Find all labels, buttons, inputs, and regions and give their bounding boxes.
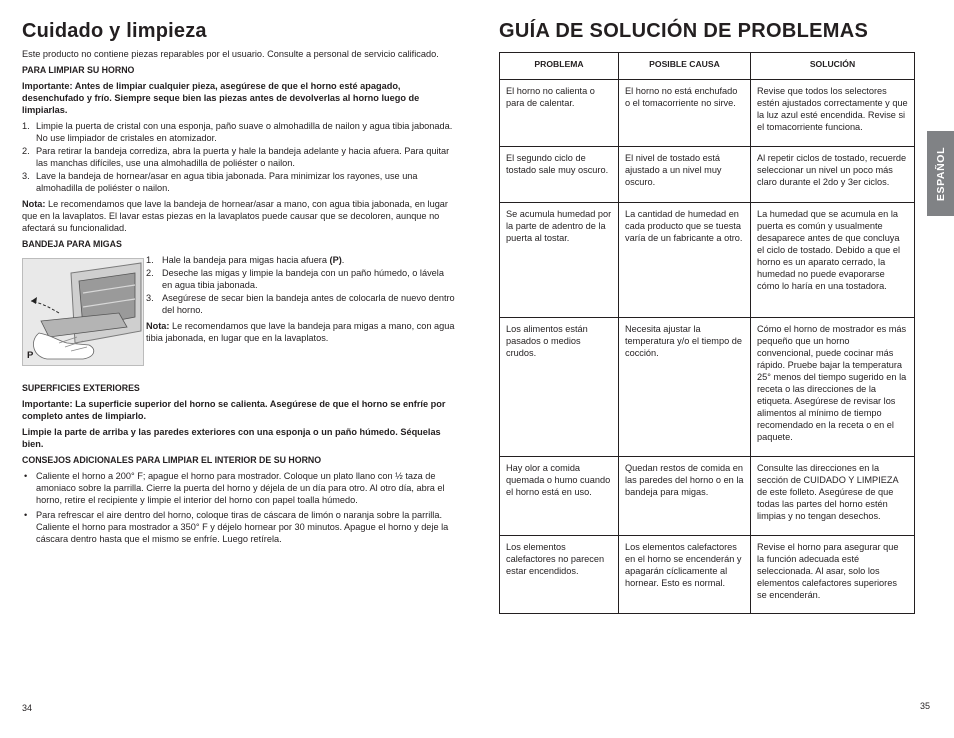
- solution-cell: Revise el horno para asegurar que la función adecuada esté seleccionada. Al asar, solo los elementos calefactores superiores se encenderán.: [751, 536, 915, 614]
- note-2: Nota: Le recomendamos que lave la bandeja para migas a mano, con agua tibia jabonada, en lugar que en la lavaplatos.: [146, 321, 455, 343]
- crumb-tray-illustration: [22, 258, 144, 366]
- clean-outside-text: Limpie la parte de arriba y las paredes exteriores con una esponja o un paño húmedo. Séquelas bien.: [22, 427, 441, 449]
- troubleshooting-column: [499, 18, 915, 614]
- table-row: [500, 147, 915, 203]
- important-note-2: Importante: La superficie superior del horno se calienta. Asegúrese de que el horno se enfríe por completo antes de limpiarlo.: [22, 399, 446, 421]
- cause-cell: Los elementos calefactores en el horno se encenderán y apagarán cíclicamente al hornear. Esto es normal.: [619, 536, 751, 614]
- care-cleaning-column: [22, 18, 456, 548]
- table-row: [500, 536, 915, 614]
- problem-cell: El segundo ciclo de tostado sale muy oscuro.: [500, 147, 619, 203]
- cause-cell: El horno no está enchufado o el tomacorriente no sirve.: [619, 80, 751, 147]
- solution-cell: Revise que todos los selectores estén ajustados correctamente y que la luz azul esté encendida. Revise si el tomacorriente funciona.: [751, 80, 915, 147]
- list-item: • Para refrescar el aire dentro del horno, coloque tiras de cáscara de limón o naranja sobre la parrilla. Caliente el horno para mostrador a 350° F y déjelo hornear por 30 minutos. Apague el horno y deje la cáscara dentro hasta que el mismo se enfríe. Luego retírela.: [22, 509, 456, 545]
- problem-cell: El horno no calienta o para de calentar.: [500, 80, 619, 147]
- page-number-right: 35: [920, 701, 931, 711]
- column-header-solution: SOLUCIÓN: [751, 53, 915, 80]
- table-header-row: [500, 53, 915, 80]
- clean-oven-heading: PARA LIMPIAR SU HORNO: [22, 65, 135, 75]
- table-row: [500, 203, 915, 318]
- crumb-tray-instructions: [146, 254, 456, 348]
- page-title-troubleshooting: GUÍA DE SOLUCIÓN DE PROBLEMAS: [499, 20, 869, 42]
- list-item: 3. Lave la bandeja de hornear/asar en agua tibia jabonada. Para minimizar los rayones, use una almohadilla de poliéster o nailon.: [22, 171, 418, 193]
- table-row: [500, 80, 915, 147]
- list-item: 1. Limpie la puerta de cristal con una esponja, paño suave o almohadilla de nailon y agua tibia jabonada. No use limpiador de cristales en atomizador.: [22, 121, 453, 143]
- crumb-tray-label: P: [27, 350, 34, 361]
- list-item: 1. Hale la bandeja para migas hacia afuera (P).: [146, 255, 345, 265]
- oven-crumb-tray-drawing: [23, 259, 143, 365]
- cause-cell: La cantidad de humedad en cada producto que se tuesta varía de un fabricante a otro.: [619, 203, 751, 318]
- cause-cell: Quedan restos de comida en las paredes del horno o en la bandeja para migas.: [619, 457, 751, 536]
- table-row: [500, 318, 915, 457]
- important-note-1: Importante: Antes de limpiar cualquier pieza, asegúrese de que el horno esté apagado, desenchufado y frío. Siempre seque bien las piezas antes de devolverlas al horno luego de limpiarlas.: [22, 81, 420, 115]
- solution-cell: Consulte las direcciones en la sección de CUIDADO Y LIMPIEZA de este folleto. Asegúrese de que todas las partes del horno estén limpias y no tengan desechos.: [751, 457, 915, 536]
- list-item: 3. Asegúrese de secar bien la bandeja antes de colocarla de nuevo dentro del horno.: [146, 293, 455, 315]
- crumb-tray-heading: BANDEJA PARA MIGAS: [22, 239, 122, 249]
- list-item: 2. Deseche las migas y limpie la bandeja con un paño húmedo, o lávela en agua tibia jabonada.: [146, 268, 444, 290]
- list-item: • Caliente el horno a 200° F; apague el horno para mostrador. Coloque un plato llano con ½ taza de amoniaco sobre la parrilla. Cierre la puerta del horno y déjela de un día para otro. Al otro día, abra el horno, retire el recipiente y limpie el interior del horno con papel toalla húmedo.: [22, 470, 456, 506]
- page-number-left: 34: [22, 703, 33, 713]
- problem-cell: Hay olor a comida quemada o humo cuando el horno está en uso.: [500, 457, 619, 536]
- intro-text: Este producto no contiene piezas reparables por el usuario. Consulte a personal de servicio calificado.: [22, 49, 439, 59]
- column-header-cause: POSIBLE CAUSA: [619, 53, 751, 80]
- exterior-heading: SUPERFICIES EXTERIORES: [22, 383, 140, 393]
- page-title-care: Cuidado y limpieza: [22, 20, 207, 42]
- problem-cell: Los elementos calefactores no parecen estar encendidos.: [500, 536, 619, 614]
- problem-cell: Se acumula humedad por la parte de adentro de la puerta al tostar.: [500, 203, 619, 318]
- table-row: [500, 457, 915, 536]
- column-header-problem: PROBLEMA: [500, 53, 619, 80]
- solution-cell: Cómo el horno de mostrador es más pequeño que un horno convencional, puede cocinar más rápido. Pruebe bajar la temperatura 25° menos del tiempo sugerido en la receta o las direcciones de la etiqueta. Asegúrese de revisar los alimentos al mínimo de tiempo recomendado en la receta o en el paquete.: [751, 318, 915, 457]
- language-tab: [927, 131, 954, 216]
- note-1: Nota: Le recomendamos que lave la bandeja de hornear/asar a mano, con agua tibia jabonada, en lugar que en la lavaplatos. El lavar estas piezas en la lavaplatos puede causar que se decoloren, aunque no afectará su funcionalidad.: [22, 199, 448, 233]
- tips-heading: CONSEJOS ADICIONALES PARA LIMPIAR EL INTERIOR DE SU HORNO: [22, 455, 322, 465]
- tips-list: [22, 470, 456, 545]
- crumb-tray-section: [22, 254, 456, 372]
- crumb-tray-steps: [146, 254, 456, 316]
- cause-cell: El nivel de tostado está ajustado a un nivel muy oscuro.: [619, 147, 751, 203]
- language-tab-label: ESPAÑOL: [934, 146, 947, 201]
- cause-cell: Necesita ajustar la temperatura y/o el tiempo de cocción.: [619, 318, 751, 457]
- problem-cell: Los alimentos están pasados o medios crudos.: [500, 318, 619, 457]
- solution-cell: La humedad que se acumula en la puerta es común y usualmente desaparece antes de que concluya el ciclo de tostado. Debido a que el horno es un aparato cerrado, la humedad no puede evaporarse cómo lo haría en una tostadora.: [751, 203, 915, 318]
- list-item: 2. Para retirar la bandeja corrediza, abra la puerta y hale la bandeja adelante y hacia afuera. Para quitar las manchas difíciles, use una almohadilla de poliéster o nailon.: [22, 146, 450, 168]
- troubleshooting-table: [499, 52, 915, 614]
- cleaning-steps-list: [22, 120, 456, 194]
- solution-cell: Al repetir ciclos de tostado, recuerde seleccionar un nivel un poco más claro durante el 2do y 3er ciclos.: [751, 147, 915, 203]
